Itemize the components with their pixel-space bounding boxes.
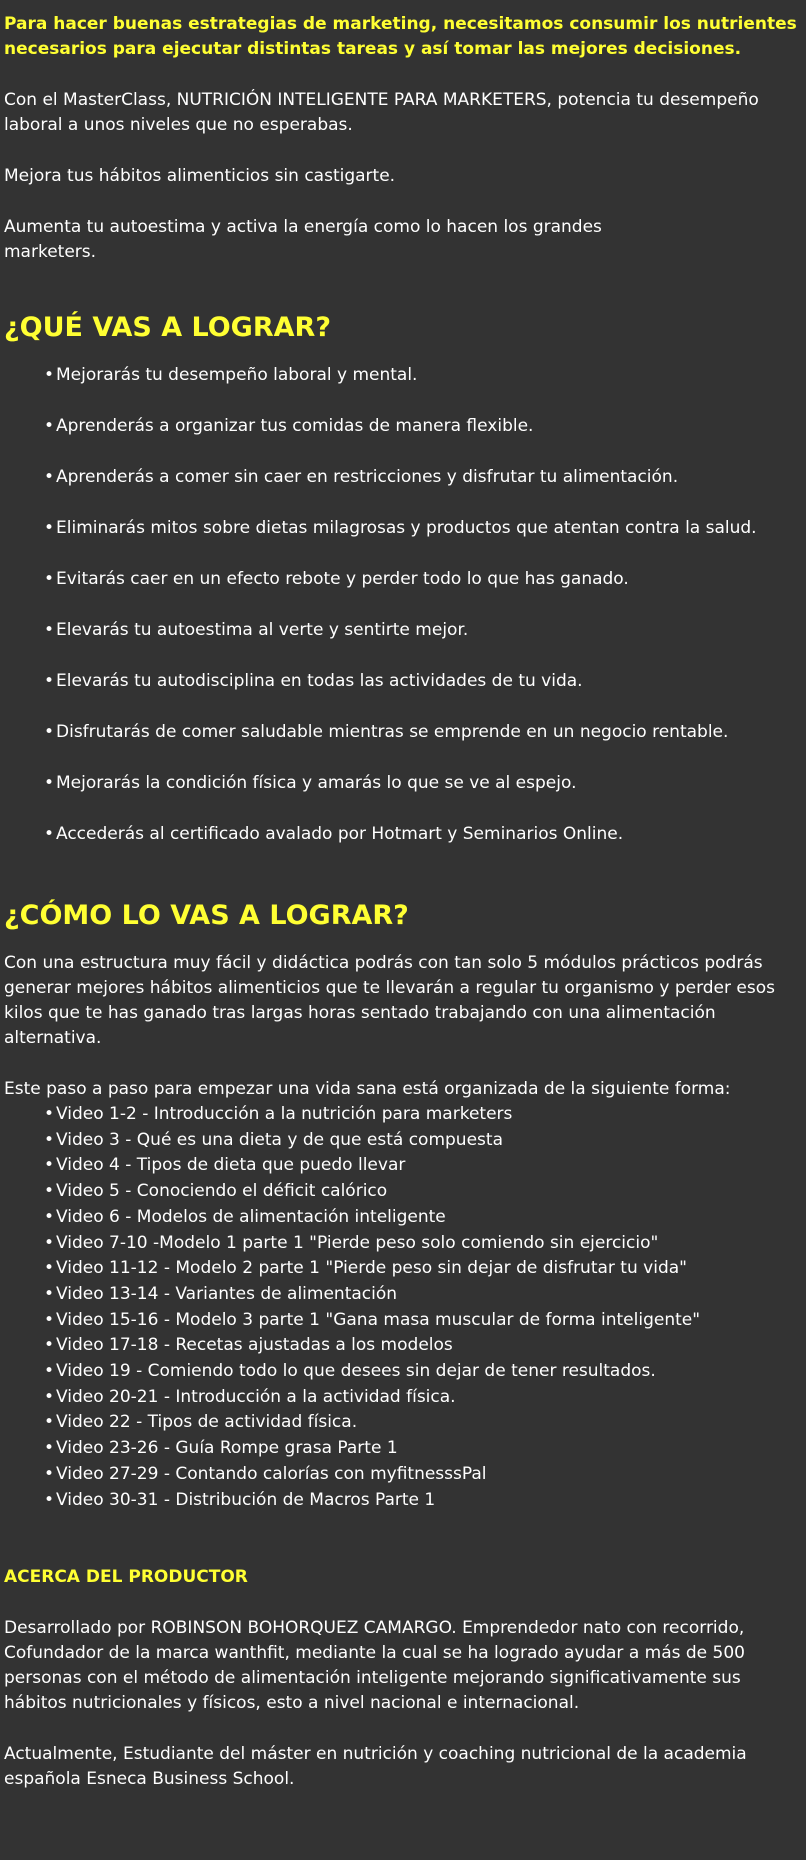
- benefit-item: • Evitarás caer en un efecto rebote y perder todo lo que has ganado.: [44, 567, 802, 592]
- video-item: • Video 23-26 - Guía Rompe grasa Parte 1: [44, 1436, 802, 1462]
- benefit-item: • Aprenderás a comer sin caer en restricciones y disfrutar tu alimentación.: [44, 465, 802, 490]
- video-item: • Video 13-14 - Variantes de alimentación: [44, 1282, 802, 1308]
- benefit-item: • Mejorarás tu desempeño laboral y mental.: [44, 363, 802, 388]
- benefit-item: • Elevarás tu autoestima al verte y sentirte mejor.: [44, 618, 802, 643]
- intro-paragraph-masterclass: Con el MasterClass, NUTRICIÓN INTELIGENTE PARA MARKETERS, potencia tu desempeño laboral a unos niveles que no esperabas.: [4, 90, 759, 135]
- producer-studies-paragraph: Actualmente, Estudiante del máster en nutrición y coaching nutricional de la academia española Esneca Business School.: [4, 1744, 747, 1790]
- section-title-what-you-achieve: ¿QUÉ VAS A LOGRAR?: [4, 312, 331, 343]
- method-paragraph: Con una estructura muy fácil y didáctica podrás con tan solo 5 módulos prácticos podrás generar mejores hábitos alimenticios que te llevarán a regular tu organismo y perder esos kilos que te has ganado tras largas horas sentado trabajando con una alimentación alternativa.: [4, 953, 775, 1048]
- video-item: • Video 17-18 - Recetas ajustadas a los modelos: [44, 1333, 802, 1359]
- video-item: • Video 1-2 - Introducción a la nutrición para marketers: [44, 1102, 802, 1128]
- producer-paragraph: Desarrollado por ROBINSON BOHORQUEZ CAMARGO. Emprendedor nato con recorrido, Cofundador de la marca wanthfit, mediante la cual se ha logrado ayudar a más de 500 personas con el método de alimentación inteligente mejorando significativamente sus hábitos nutricionales y físicos, esto a nivel nacional e internacional.: [4, 1618, 745, 1714]
- intro-headline: Para hacer buenas estrategias de marketing, necesitamos consumir los nutrientes necesarios para ejecutar distintas tareas y así tomar las mejores decisiones.: [4, 14, 797, 59]
- video-item: • Video 15-16 - Modelo 3 parte 1 "Gana masa muscular de forma inteligente": [44, 1308, 802, 1334]
- benefits-list: [4, 363, 802, 847]
- benefit-item: • Disfrutarás de comer saludable mientras se emprende en un negocio rentable.: [44, 720, 802, 745]
- video-item: • Video 30-31 - Distribución de Macros Parte 1: [44, 1488, 802, 1514]
- intro-paragraph-self-esteem: Aumenta tu autoestima y activa la energía como lo hacen los grandes marketers.: [4, 217, 602, 262]
- video-item: • Video 20-21 - Introducción a la actividad física.: [44, 1385, 802, 1411]
- curriculum-intro: Este paso a paso para empezar una vida sana está organizada de la siguiente forma:: [4, 1079, 731, 1099]
- video-item: • Video 22 - Tipos de actividad física.: [44, 1410, 802, 1436]
- video-item: • Video 19 - Comiendo todo lo que desees sin dejar de tener resultados.: [44, 1359, 802, 1385]
- benefit-item: • Mejorarás la condición física y amarás lo que se ve al espejo.: [44, 771, 802, 796]
- video-item: • Video 5 - Conociendo el déficit calórico: [44, 1179, 802, 1205]
- benefit-item: • Eliminarás mitos sobre dietas milagrosas y productos que atentan contra la salud.: [44, 516, 802, 541]
- intro-paragraph-habits: Mejora tus hábitos alimenticios sin castigarte.: [4, 166, 396, 186]
- video-item: • Video 11-12 - Modelo 2 parte 1 "Pierde peso sin dejar de disfrutar tu vida": [44, 1256, 802, 1282]
- section-title-how-you-achieve: ¿CÓMO LO VAS A LOGRAR?: [4, 900, 409, 931]
- benefit-item: • Elevarás tu autodisciplina en todas las actividades de tu vida.: [44, 669, 802, 694]
- video-item: • Video 6 - Modelos de alimentación inteligente: [44, 1205, 802, 1231]
- benefit-item: • Aprenderás a organizar tus comidas de manera flexible.: [44, 414, 802, 439]
- video-list: [4, 1102, 802, 1513]
- section-title-about-producer: ACERCA DEL PRODUCTOR: [4, 1567, 248, 1588]
- video-item: • Video 4 - Tipos de dieta que puedo llevar: [44, 1153, 802, 1179]
- video-item: • Video 3 - Qué es una dieta y de que está compuesta: [44, 1128, 802, 1154]
- course-description: [4, 12, 802, 1818]
- video-item: • Video 7-10 -Modelo 1 parte 1 "Pierde peso solo comiendo sin ejercicio": [44, 1231, 802, 1257]
- video-item: • Video 27-29 - Contando calorías con myfitnesssPal: [44, 1462, 802, 1488]
- benefit-item: • Accederás al certificado avalado por Hotmart y Seminarios Online.: [44, 822, 802, 847]
